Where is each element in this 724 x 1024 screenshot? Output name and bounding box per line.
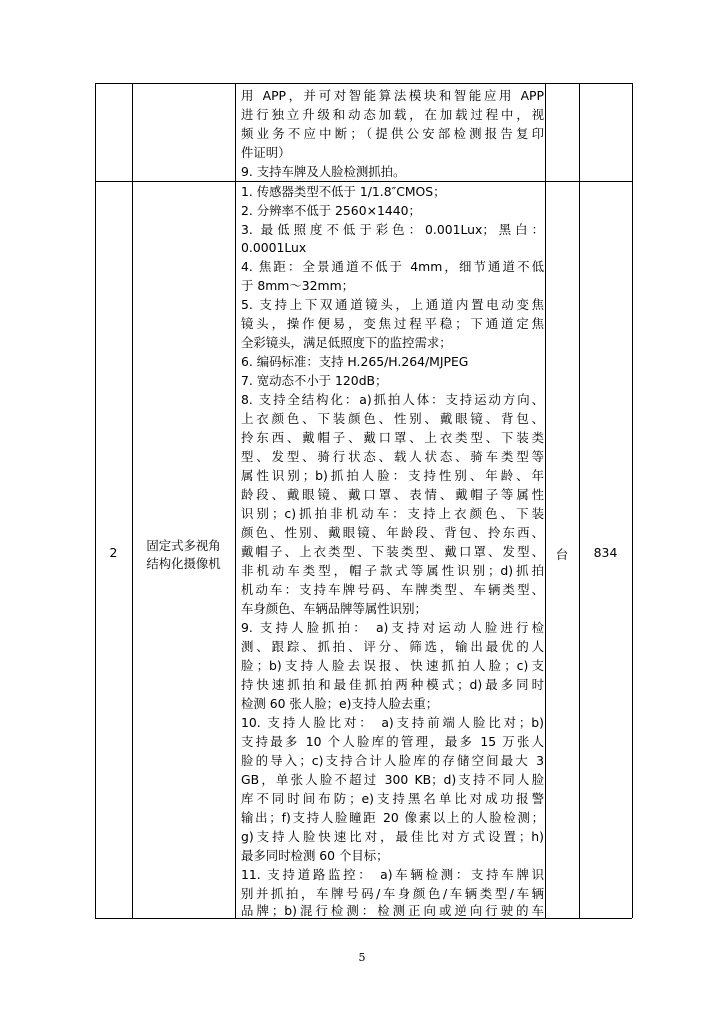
col-divider-2	[235, 83, 236, 918]
spec-line: 脸的导入；c)支持合计人脸库的存储空间最大 3	[241, 753, 544, 768]
row-divider	[95, 181, 632, 182]
spec-line: 品牌；b)混行检测：检测正向或逆向行驶的车	[241, 903, 544, 918]
spec-line: 戴帽子、上衣类型、下装类型、戴口罩、发型、	[241, 544, 544, 559]
spec-line: 镜头，操作便易，变焦过程平稳；下通道定焦	[241, 316, 544, 331]
table-right-border	[632, 83, 633, 918]
spec-line: 件证明）	[241, 145, 291, 160]
spec-line: 上衣颜色、下装颜色、性别、戴眼镜、背包、	[241, 411, 544, 426]
spec-line: 3. 最低照度不低于彩色：0.001Lux；黑白：	[241, 222, 544, 237]
spec-line: 别并抓拍，车牌号码/车身颜色/车辆类型/车辆	[241, 886, 544, 901]
spec-line: 0.0001Lux	[241, 240, 307, 255]
spec-line: 用 APP，并可对智能算法模块和智能应用 APP	[241, 88, 544, 103]
spec-line: 测、跟踪、抓拍、评分、筛选，输出最优的人	[241, 639, 544, 654]
spec-line: 频业务不应中断；（提供公安部检测报告复印	[241, 126, 544, 141]
table-left-border	[95, 83, 96, 918]
spec-line: 支持最多 10 个人脸库的管理，最多 15 万张人	[241, 734, 544, 749]
spec-line: 属性识别；b)抓拍人脸：支持性别、年龄、年	[241, 468, 544, 483]
spec-line: 拎东西、戴帽子、戴口罩、上衣类型、下装类	[241, 430, 544, 445]
spec-line: 5. 支持上下双通道镜头，上通道内置电动变焦	[241, 297, 544, 312]
spec-line: 输出；f)支持人脸瞳距 20 像素以上的人脸检测；	[241, 810, 544, 825]
spec-line: 进行独立升级和动态加载，在加载过程中，视	[241, 107, 544, 122]
quantity-cell: 834	[593, 545, 618, 560]
spec-line: 识别；c)抓拍非机动车：支持上衣颜色、下装	[241, 506, 544, 521]
spec-line: 2. 分辨率不低于 2560×1440；	[241, 203, 421, 218]
col-divider-1	[132, 83, 133, 918]
spec-line: 全彩镜头，满足低照度下的监控需求；	[241, 335, 452, 350]
col-divider-3	[545, 83, 546, 918]
spec-line: 龄段、戴眼镜、戴口罩、表情、戴帽子等属性	[241, 487, 544, 502]
spec-line: 车身颜色、车辆品牌等属性识别；	[241, 601, 427, 616]
spec-line: 6. 编码标准：支持 H.265/H.264/MJPEG	[241, 354, 469, 369]
spec-line: 9. 支持人脸抓拍： a)支持对运动人脸进行检	[241, 620, 544, 635]
item-name-line-1: 固定式多视角	[146, 538, 221, 553]
item-name-line-2: 结构化摄像机	[146, 556, 221, 571]
spec-line: 型、发型、骑行状态、载人状态、骑车类型等	[241, 449, 544, 464]
spec-line: 库不同时间布防；e)支持黑名单比对成功报警	[241, 791, 544, 806]
spec-line: 9. 支持车牌及人脸检测抓拍。	[241, 164, 406, 179]
spec-line: 1. 传感器类型不低于 1/1.8″CMOS；	[241, 184, 446, 199]
spec-line: 4. 焦距：全景通道不低于 4mm，细节通道不低	[241, 259, 544, 274]
spec-line: 7. 宽动态不小于 120dB；	[241, 373, 388, 388]
spec-line: 持快速抓拍和最佳抓拍两种模式；d)最多同时	[241, 677, 544, 692]
spec-line: 非机动车类型，帽子款式等属性识别；d)抓拍	[241, 563, 544, 578]
spec-line: 机动车：支持车牌号码、车牌类型、车辆类型、	[241, 582, 544, 597]
table-top-border	[95, 83, 632, 84]
spec-line: 颜色、性别、戴眼镜、年龄段、背包、拎东西、	[241, 525, 544, 540]
spec-line: 于 8mm～32mm；	[241, 278, 355, 293]
spec-line: 最多同时检测 60 个目标；	[241, 848, 389, 863]
spec-line: 脸；b)支持人脸去误报、快速抓拍人脸；c)支	[241, 658, 544, 673]
spec-line: 11. 支持道路监控： a)车辆检测：支持车牌识	[241, 867, 544, 882]
page-number: 5	[358, 951, 366, 964]
unit-cell: 台	[555, 547, 569, 562]
spec-line: 检测 60 张人脸；e)支持人脸去重；	[241, 696, 439, 711]
spec-line: GB，单张人脸不超过 300 KB；d)支持不同人脸	[241, 772, 544, 787]
spec-line: g)支持人脸快速比对，最佳比对方式设置；h)	[241, 829, 544, 844]
spec-line: 10. 支持人脸比对： a)支持前端人脸比对；b)	[241, 715, 544, 730]
col-divider-4	[579, 83, 580, 918]
spec-line: 8. 支持全结构化：a)抓拍人体：支持运动方向、	[241, 392, 544, 407]
row-index: 2	[109, 545, 118, 560]
